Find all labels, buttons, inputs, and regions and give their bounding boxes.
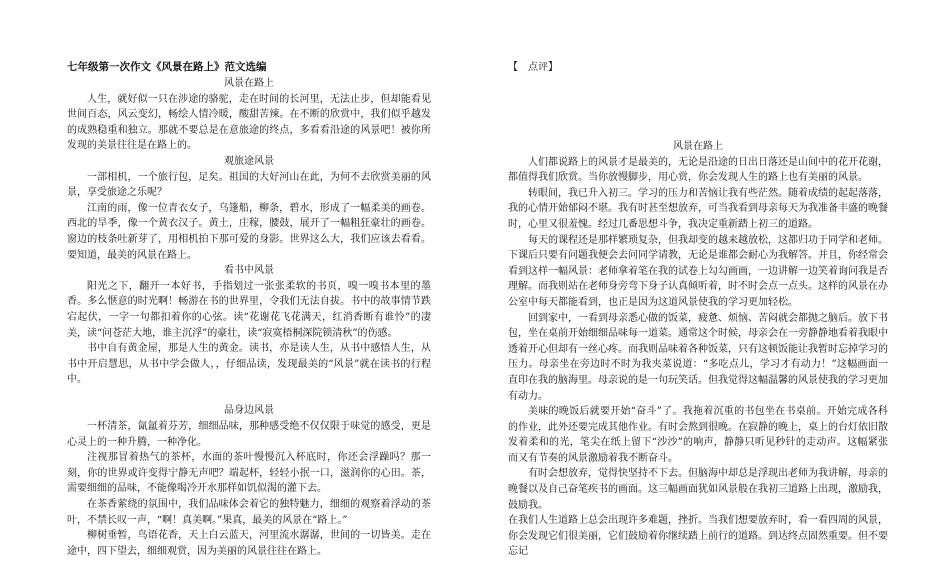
paragraph: 回到家中，一看到母亲悉心做的饭菜，疲惫、烦恼、苦闷就会都抛之脑后。放下书包，坐在桌前开始细细品味每一道菜。通常这个时候，母亲会在一旁静静地看着我眼中透着开心但却有一丝心疼。而我则品味着各种饭菜，只有这顿饭能让我暂时忘掉学习的压力。母亲坐在旁边时不时为我夹菜说道：“多吃点儿，学习才有动力！”这幅画面一直印在我的脑海里。母亲说的是一句玩笑话。但我觉得这幅温馨的风景使我的学习更加有动力。 bbox=[508, 312, 888, 402]
paragraph: 一部相机，一个旅行包，足矣。祖国的大好河山在此，为何不去欣赏美丽的风景，享受旅途之乐呢？ bbox=[67, 171, 431, 199]
paragraph: 人们都说路上的风景才是最美的，无论是沿途的日出日落还是山间中的花开花谢，都值得我们欣赏。当你放慢脚步，用心赏，你会发现人生的路上也有美丽的风景。 bbox=[508, 156, 888, 184]
essay-title: 风景在路上 bbox=[224, 78, 274, 89]
paragraph: 注视那冒着热气的茶杯，水面的茶叶慢慢沉入杯底时，你还会浮躁吗？那一刻，你的世界或许变得宁静无声吧？端起杯，轻轻小抿一口，滋润你的心田。茶，需要细细的品味，不能像喝冷开水那样如饥似渴的灌下去。 bbox=[67, 452, 431, 495]
paragraph: 有时会想放弃，觉得快坚持不下去。但脑海中却总是浮现出老师为我讲解，母亲的晚餐以及自己奋笔疾书的画面。这三幅画面犹如风景般在我初三道路上出现，激励我，鼓励我。 bbox=[508, 468, 888, 511]
spacer bbox=[67, 388, 431, 404]
paragraph: 每天的课程还是那样繁琐复杂，但我却变的越来越放松，这都归功于同学和老师。下课后只要有问题我便会去问同学请教，无论是谁都会耐心为我解答。并且，你经常会看到这样一幅风景：老师拿着笔在我的试卷上勾勾画画，一边讲解一边笑着询问我是否理解。而我则站在老师身旁弯下身子认真倾听着，时不时会点一点头。这样的风景在办公室中每天都能看到，也正是因为这道风景使我的学习更加轻松。 bbox=[508, 234, 888, 308]
paragraph: 阳光之下，翻开一本好书，手指划过一张张柔软的书页，嗅一嗅书本里的墨香。多么惬意的时光啊！畅游在书的世界里，令我们无法自拔。书中的故事情节跌宕起伏，一字一句都扣着你的心弦。读“花谢花飞花满天，红消香断有谁怜”的凄美，读“问苍茫大地，谁主沉浮”的豪壮，读“寂寞梧桐深院锁清秋”的伤感。 bbox=[67, 280, 431, 339]
left-column bbox=[67, 60, 431, 559]
paragraph: 江南的雨，像一位青衣女子，乌篷船，柳条，碧水，形成了一幅柔美的画卷。西北的旱季，像一个黄衣汉子。黄土，庄稼，腰鼓，展开了一幅粗狂豪壮的画卷。窗边的枝条吐新芽了，用相机拍下那可爱的身影。世界这么大，我们应该去看看。要知道，最美的风景在路上。 bbox=[67, 202, 431, 261]
section-heading: 品身边风景 bbox=[224, 405, 274, 417]
essay-intro: 人生，就好似一只在涉途的骆驼，走在时间的长河里，无法止步，但却能看见世间百态，风云变幻，畅绘人情冷暖，酸甜苦辣。在不断的欣赏中，我们似乎越发的成熟稳重和独立。那就不要总是在意旅途的终点，多看看沿途的风景吧！被你所发现的美景往往是在路上的。 bbox=[67, 93, 431, 152]
paragraph: 柳树垂暂，鸟语花香，天上白云蓝天，河里流水潺潺，世间的一切皆美。走在途中，四下望去，细细观赏，因为美丽的风景往往在路上。 bbox=[67, 530, 431, 557]
paragraph: 书中自有黄金屋，那是人生的黄金。读书，亦是读人生，从书中感悟人生，从书中开启慧思，从书中学会做人，，仔细品读，发现最美的“风景”就在读书的行程中。 bbox=[67, 343, 431, 386]
section-heading: 观旅途风景 bbox=[224, 155, 274, 167]
essay-title: 风景在路上 bbox=[673, 141, 723, 152]
section-heading: 看书中风景 bbox=[224, 265, 274, 277]
paragraph: 美味的晚饭后就要开始“奋斗”了。我拖着沉重的书包坐在书桌前。开始完成各科的作业，此外还要完成其他作业。有时会熬到很晚。在寂静的晚上，桌上的台灯依旧散发着柔和的光，笔尖在纸上留下“沙沙”的响声，静静只听见秒针的走动声。这幅紧张而又有节奏的风景激励着我不断奋斗。 bbox=[508, 406, 888, 464]
paragraph: 转眼间，我已升入初三。学习的压力和苦恼让我有些茫然。随着成绩的起起落落，我的心情开始郁闷不堪。我有时甚至想放弃，可当我看到母亲每天为我准备丰盛的晚餐时，心里又很羞愧。经过几番思想斗争，我决定重新踏上初三的道路。 bbox=[508, 187, 888, 230]
paragraph: 在我们人生道路上总会出现许多难题，挫折。当我们想要放弃时，看一看四周的风景，你会发现它们很美丽，它们鼓励着你继续踏上前行的道路。到达终点固然重要。但不要忘记 bbox=[508, 515, 888, 558]
right-column bbox=[508, 60, 888, 560]
comment-label: 【 点评】 bbox=[508, 62, 558, 73]
document-title: 七年级第一次作文《风景在路上》范文选编 bbox=[67, 61, 267, 73]
paragraph: 在茶香萦绕的氛围中，我们品味体会着它的独特魅力，细细的观察着浮动的茶叶，不禁长叹一声，“啊！真美啊。”果真，最美的风景在“路上。” bbox=[67, 499, 431, 526]
paragraph: 一杯清茶，氤氲着芬芳，细细品味，那种感受绝不仅仅限于味觉的感受，更是心灵上的一种升腾，一种净化。 bbox=[67, 421, 431, 448]
